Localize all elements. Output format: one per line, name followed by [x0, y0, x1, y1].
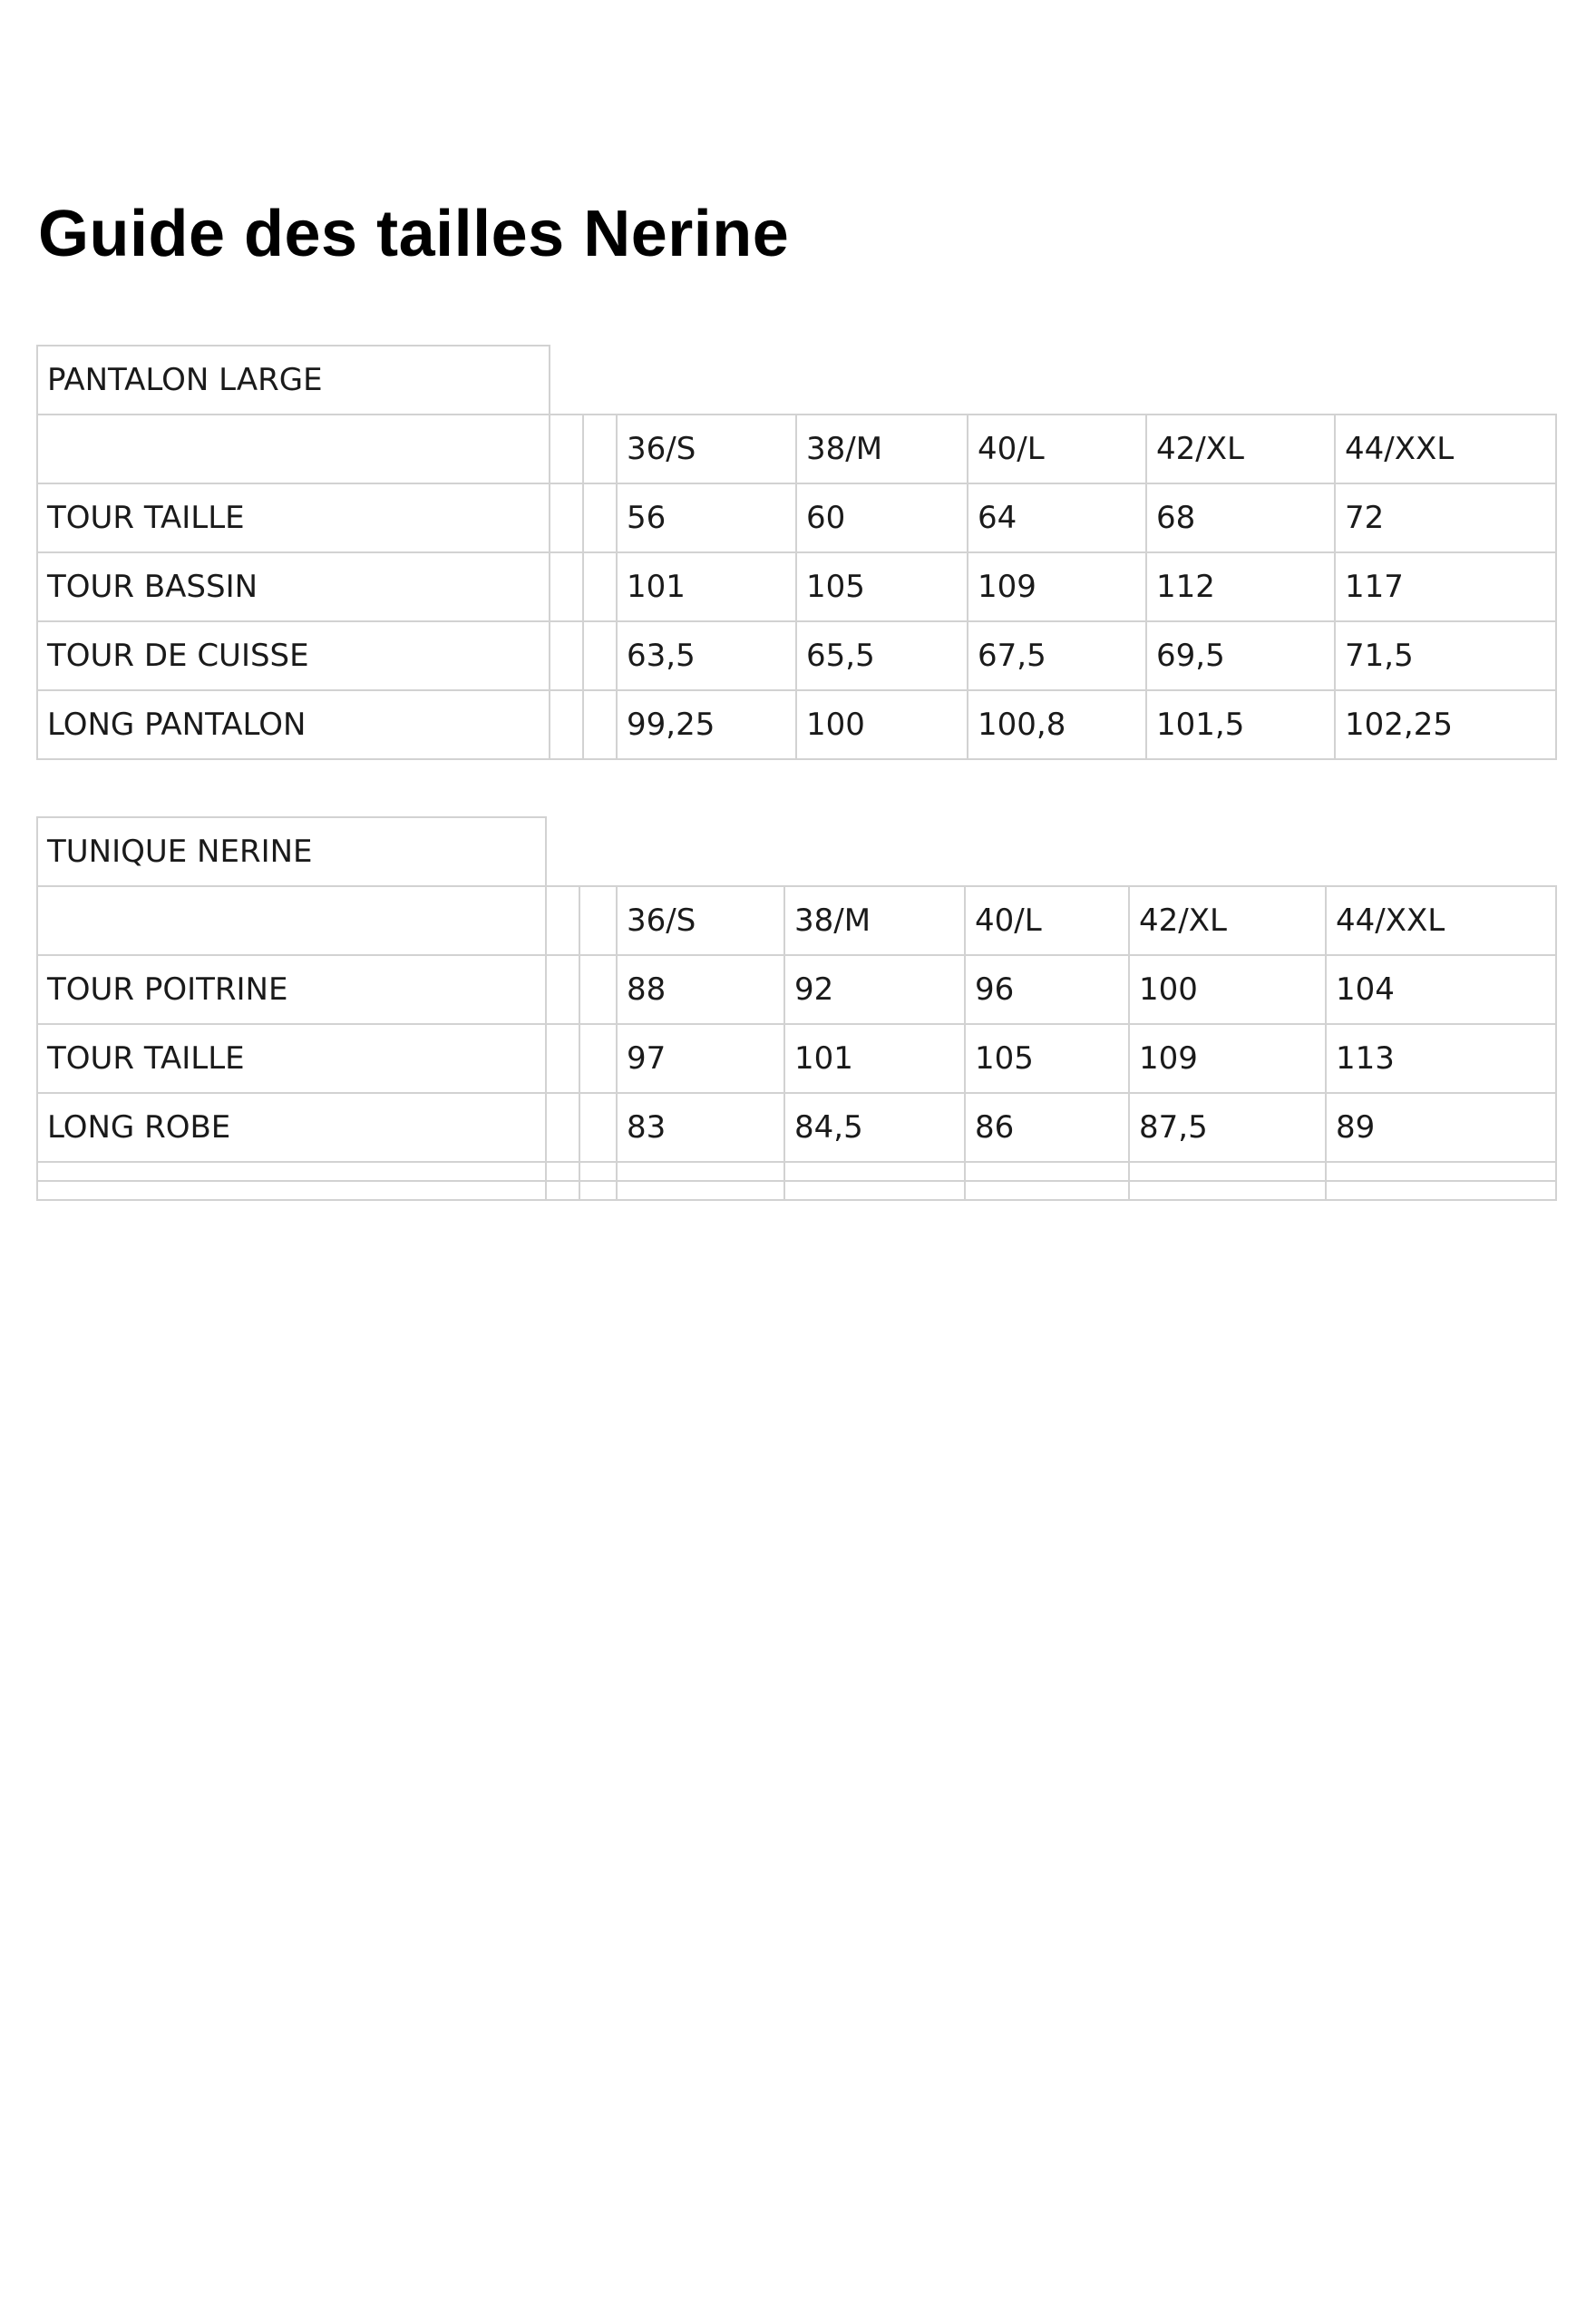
spacer-cell	[579, 1092, 618, 1163]
row-label: TOUR TAILLE	[36, 1023, 547, 1094]
value-cell: 100	[795, 689, 968, 760]
value-cell: 109	[1128, 1023, 1327, 1094]
size-header: 44/XXL	[1334, 414, 1557, 484]
row-label: LONG ROBE	[36, 1092, 547, 1163]
size-header: 42/XL	[1145, 414, 1336, 484]
value-cell: 72	[1334, 483, 1557, 553]
value-cell: 71,5	[1334, 620, 1557, 691]
value-cell: 88	[616, 954, 785, 1025]
value-cell: 96	[964, 954, 1130, 1025]
empty-cell	[616, 1161, 785, 1182]
empty-cell	[964, 1161, 1130, 1182]
table-title: TUNIQUE NERINE	[36, 816, 547, 887]
value-cell: 113	[1325, 1023, 1557, 1094]
value-cell: 64	[967, 483, 1147, 553]
empty-cell	[545, 1161, 580, 1182]
spacer-cell	[549, 414, 584, 484]
row-label: TOUR TAILLE	[36, 483, 550, 553]
size-header: 38/M	[795, 414, 968, 484]
value-cell: 89	[1325, 1092, 1557, 1163]
empty-cell	[1128, 1180, 1327, 1201]
spacer-cell	[549, 620, 584, 691]
empty-cell	[783, 1180, 966, 1201]
value-cell: 56	[616, 483, 797, 553]
value-cell: 101,5	[1145, 689, 1336, 760]
spacer-cell	[549, 483, 584, 553]
spacer-cell	[582, 620, 618, 691]
size-header: 38/M	[783, 885, 966, 956]
spacer-cell	[579, 1023, 618, 1094]
value-cell: 92	[783, 954, 966, 1025]
value-cell: 105	[964, 1023, 1130, 1094]
value-cell: 63,5	[616, 620, 797, 691]
value-cell: 68	[1145, 483, 1336, 553]
value-cell: 69,5	[1145, 620, 1336, 691]
empty-cell	[616, 1180, 785, 1201]
value-cell: 104	[1325, 954, 1557, 1025]
table-title: PANTALON LARGE	[36, 345, 550, 415]
spacer-cell	[579, 885, 618, 956]
size-header: 42/XL	[1128, 885, 1327, 956]
empty-cell	[783, 1161, 966, 1182]
value-cell: 100	[1128, 954, 1327, 1025]
spacer-cell	[579, 954, 618, 1025]
empty-cell	[545, 1180, 580, 1201]
row-label: TOUR BASSIN	[36, 551, 550, 622]
value-cell: 97	[616, 1023, 785, 1094]
empty-cell	[36, 1180, 547, 1201]
empty-cell	[1128, 1161, 1327, 1182]
spacer-cell	[582, 689, 618, 760]
value-cell: 67,5	[967, 620, 1147, 691]
page-title: Guide des tailles Nerine	[38, 198, 790, 270]
row-label: TOUR DE CUISSE	[36, 620, 550, 691]
value-cell: 65,5	[795, 620, 968, 691]
size-header: 36/S	[616, 885, 785, 956]
spacer-cell	[582, 414, 618, 484]
value-cell: 87,5	[1128, 1092, 1327, 1163]
spacer-cell	[545, 1092, 580, 1163]
value-cell: 86	[964, 1092, 1130, 1163]
size-header: 44/XXL	[1325, 885, 1557, 956]
row-label: TOUR POITRINE	[36, 954, 547, 1025]
spacer-cell	[545, 885, 580, 956]
size-header: 40/L	[964, 885, 1130, 956]
empty-cell	[1325, 1180, 1557, 1201]
spacer-cell	[582, 551, 618, 622]
value-cell: 102,25	[1334, 689, 1557, 760]
value-cell: 105	[795, 551, 968, 622]
value-cell: 84,5	[783, 1092, 966, 1163]
row-label: LONG PANTALON	[36, 689, 550, 760]
size-header: 36/S	[616, 414, 797, 484]
value-cell: 109	[967, 551, 1147, 622]
value-cell: 112	[1145, 551, 1336, 622]
spacer-cell	[545, 1023, 580, 1094]
value-cell: 101	[616, 551, 797, 622]
value-cell: 83	[616, 1092, 785, 1163]
empty-cell	[1325, 1161, 1557, 1182]
value-cell: 99,25	[616, 689, 797, 760]
empty-cell	[964, 1180, 1130, 1201]
header-empty-cell	[36, 414, 550, 484]
empty-cell	[579, 1161, 618, 1182]
empty-cell	[579, 1180, 618, 1201]
empty-cell	[36, 1161, 547, 1182]
spacer-cell	[549, 551, 584, 622]
value-cell: 101	[783, 1023, 966, 1094]
spacer-cell	[549, 689, 584, 760]
value-cell: 117	[1334, 551, 1557, 622]
header-empty-cell	[36, 885, 547, 956]
spacer-cell	[545, 954, 580, 1025]
spacer-cell	[582, 483, 618, 553]
value-cell: 60	[795, 483, 968, 553]
value-cell: 100,8	[967, 689, 1147, 760]
size-header: 40/L	[967, 414, 1147, 484]
